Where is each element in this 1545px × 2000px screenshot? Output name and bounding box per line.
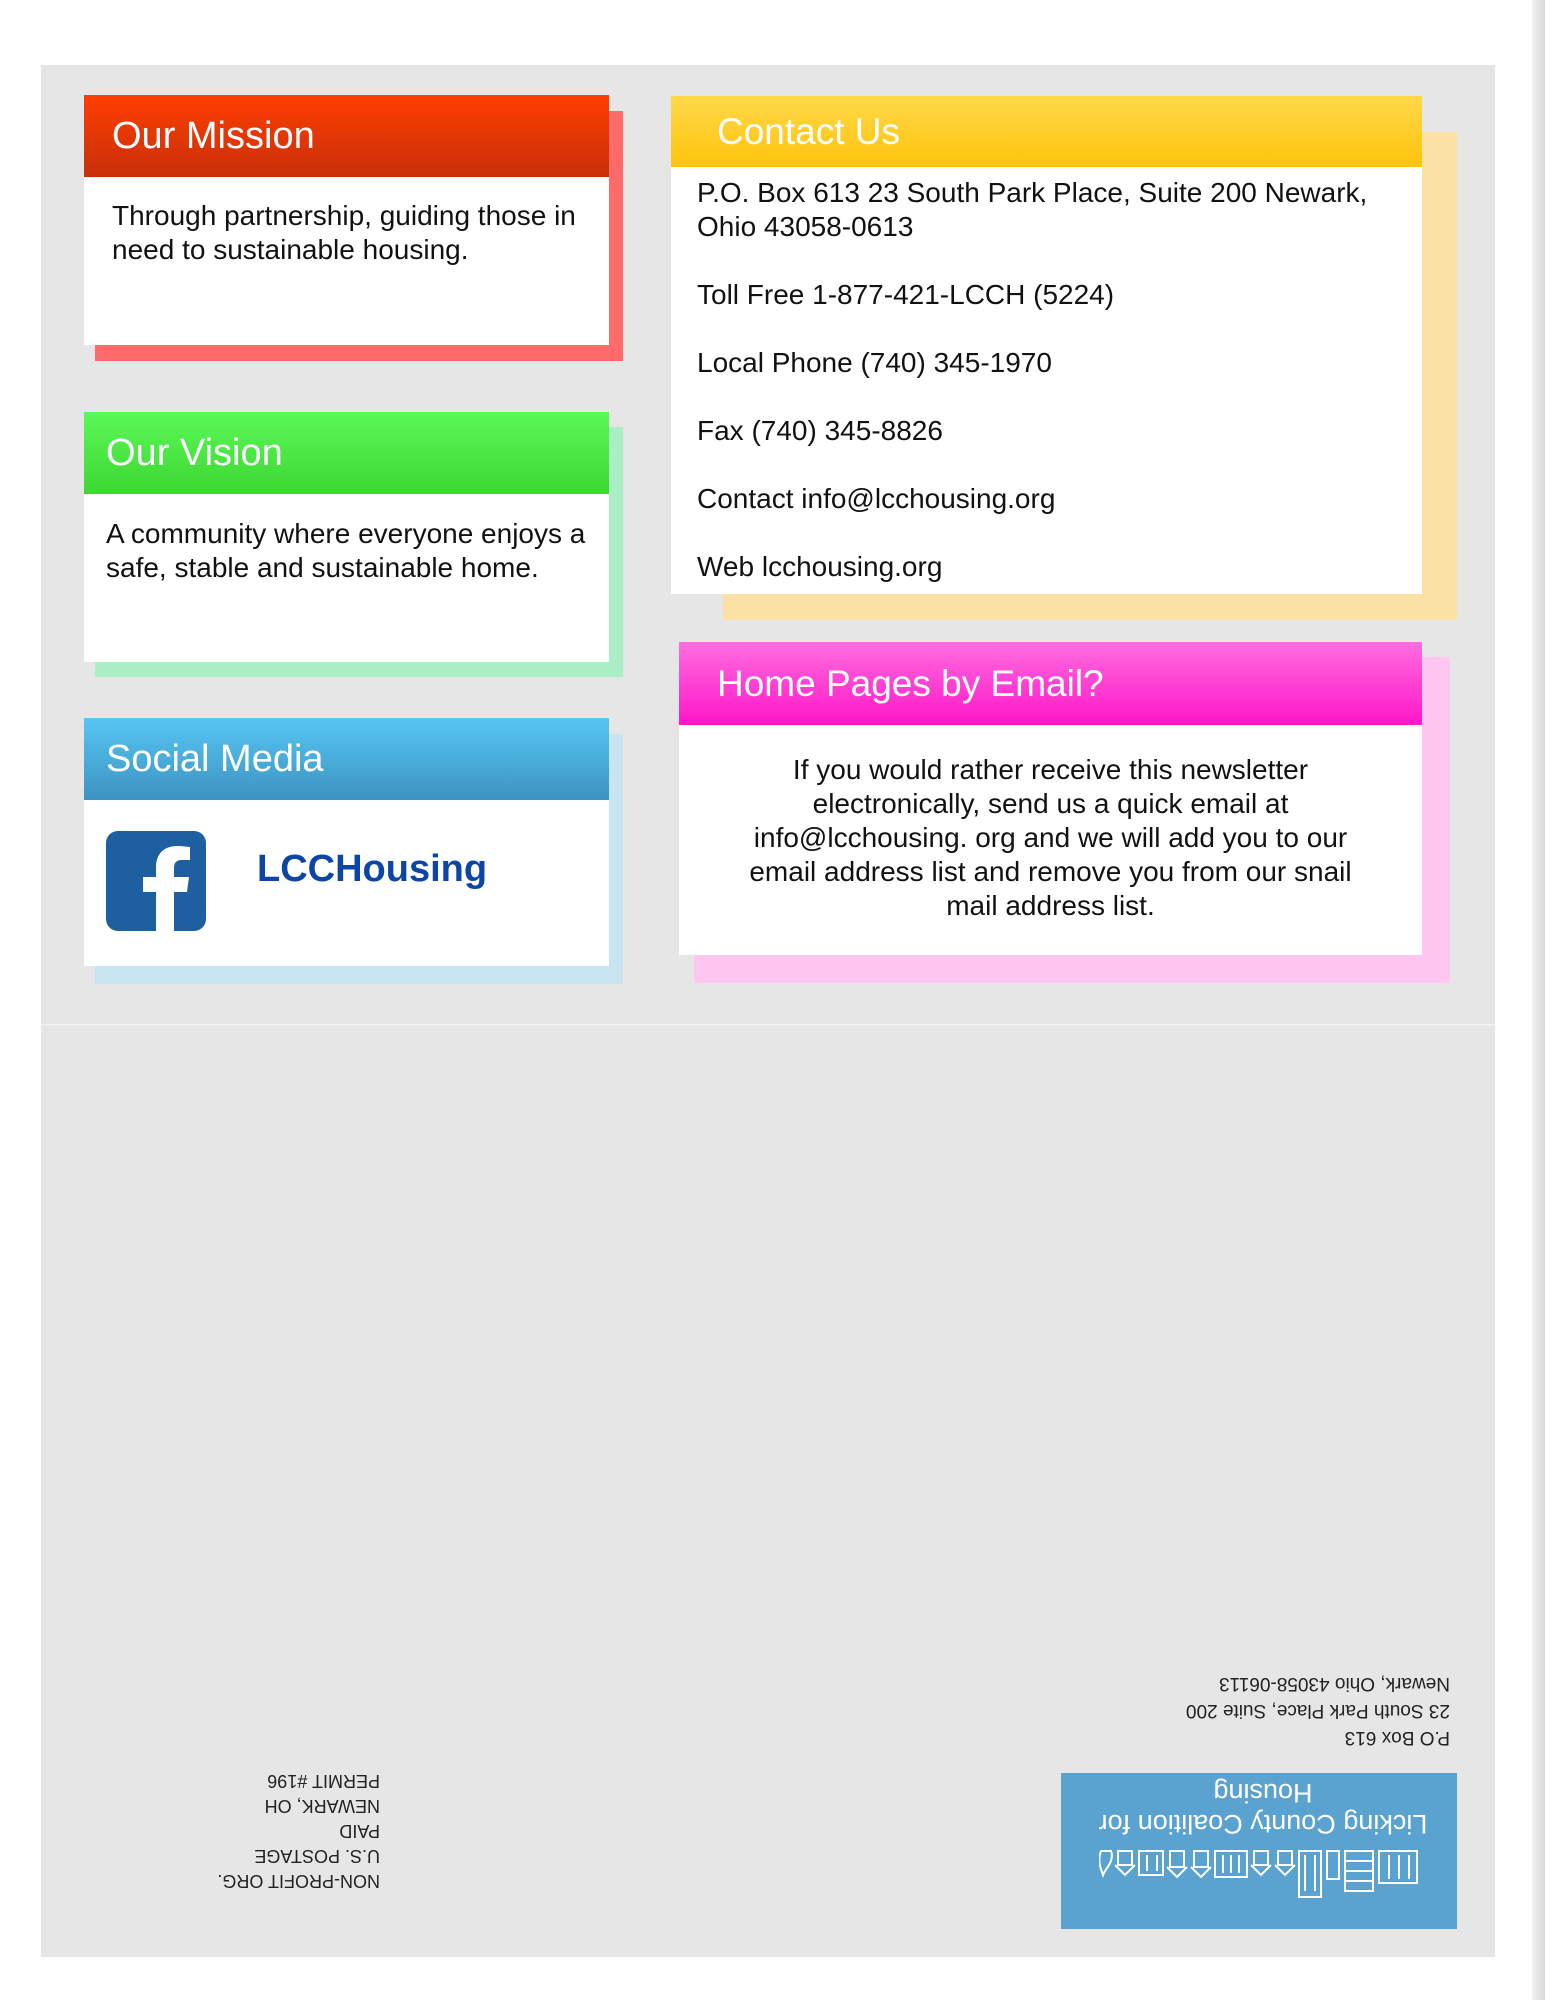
- organization-name: Licking County Coalition for Housing: [1098, 1778, 1428, 1839]
- email-card: [679, 642, 1422, 955]
- mission-title: Our Mission: [84, 95, 609, 177]
- permit-line: U.S. POSTAGE: [254, 1846, 380, 1866]
- contact-toll-free: Toll Free 1-877-421-LCCH (5224): [697, 279, 1115, 310]
- facebook-icon[interactable]: [106, 831, 206, 931]
- contact-fax: Fax (740) 345-8826: [697, 415, 943, 446]
- postage-permit: [180, 1768, 380, 1893]
- email-title: Home Pages by Email?: [679, 642, 1422, 725]
- vision-card: [84, 412, 609, 662]
- contact-email: Contact info@lcchousing.org: [697, 483, 1056, 514]
- social-title: Social Media: [84, 718, 609, 800]
- return-address-line: P.O Box 613: [1344, 1727, 1450, 1748]
- permit-line: NEWARK, OH: [264, 1796, 380, 1816]
- social-card: [84, 718, 609, 966]
- return-address: [1100, 1670, 1450, 1751]
- permit-line: NON-PROFIT ORG.: [217, 1871, 380, 1891]
- fold-line: [41, 1024, 1495, 1026]
- email-text: If you would rather receive this newsletter electronically, send us a quick email at info@lcchousing. org and we will add you to our email address list and remove you from our snail mail address list.: [749, 754, 1352, 921]
- contact-local-phone: Local Phone (740) 345-1970: [697, 347, 1052, 378]
- vision-title: Our Vision: [84, 412, 609, 494]
- return-address-line: 23 South Park Place, Suite 200: [1185, 1700, 1450, 1721]
- mission-text: Through partnership, guiding those in need to sustainable housing.: [112, 200, 576, 265]
- contact-address: P.O. Box 613 23 South Park Place, Suite 200 Newark, Ohio 43058-0613: [697, 177, 1368, 242]
- page-edge-shadow: [1532, 0, 1545, 2000]
- mission-card: [84, 95, 609, 345]
- facebook-handle-link[interactable]: LCCHousing: [257, 848, 488, 890]
- permit-line: PERMIT #196: [267, 1771, 380, 1791]
- contact-web: Web lcchousing.org: [697, 551, 943, 582]
- contact-title: Contact Us: [671, 96, 1422, 167]
- vision-text: A community where everyone enjoys a safe, stable and sustainable home.: [106, 518, 586, 583]
- return-address-line: Newark, Ohio 43058-06113: [1219, 1673, 1450, 1694]
- contact-card: [671, 96, 1422, 594]
- permit-line: PAID: [339, 1821, 380, 1841]
- contact-details: [671, 176, 1422, 618]
- organization-logo: [1061, 1773, 1457, 1929]
- skyline-icon: [1099, 1849, 1419, 1905]
